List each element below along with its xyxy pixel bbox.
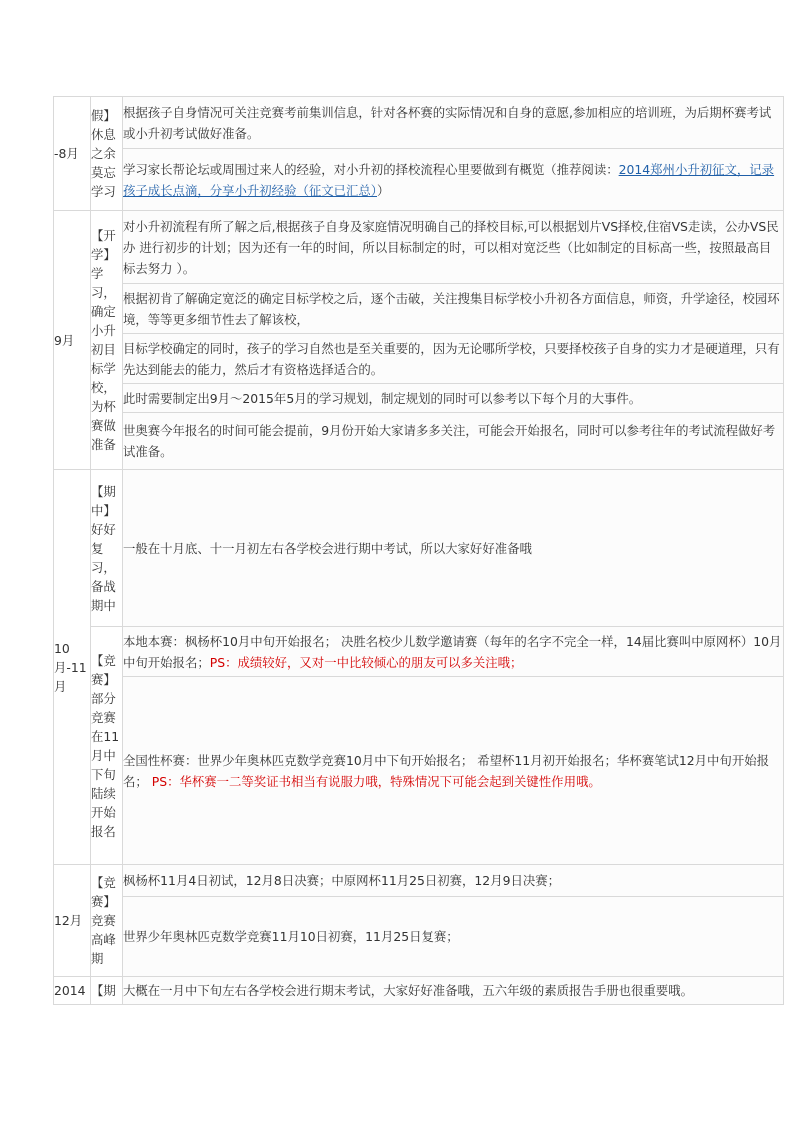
description-cell: 根据初肯了解确定宽泛的确定目标学校之后，逐个击破，关注搜集目标学校小升初各方面信息，师资，升学途径，校园环境，等等更多细节性去了解该校，	[123, 284, 784, 334]
description-text: 本地本赛：枫杨杯10月中旬开始报名； 决胜名校少儿数学邀请赛（每年的名字不完全一样，14届比赛叫中原网杯）10月中旬开始报名；	[123, 633, 782, 670]
table-row	[54, 677, 784, 865]
description-cell: 世奥赛今年报名的时间可能会提前，9月份开始大家请多多关注，可能会开始报名，同时可以参考往年的考试流程做好考试准备。	[123, 413, 784, 470]
description-cell: 一般在十月底、十一月初左右各学校会进行期中考试，所以大家好好准备哦	[123, 470, 784, 627]
table-row	[54, 977, 784, 1005]
month-cell: -8月	[54, 97, 91, 211]
table-row	[54, 284, 784, 334]
table-row	[54, 384, 784, 413]
highlight-note: PS：成绩较好，又对一中比较倾心的朋友可以多关注哦；	[209, 654, 523, 670]
description-cell	[123, 677, 784, 865]
stage-cell: 假】休息之余莫忘学习	[91, 97, 123, 211]
schedule-table	[53, 96, 784, 1005]
month-cell: 2014	[54, 977, 91, 1005]
month-cell: 9月	[54, 211, 91, 470]
description-cell: 枫杨杯11月4日初试，12月8日决赛；中原网杯11月25日初赛，12月9日决赛；	[123, 865, 784, 897]
description-cell: 世界少年奥林匹克数学竞赛11月10日初赛，11月25日复赛；	[123, 897, 784, 977]
table-row	[54, 149, 784, 211]
stage-cell: 【竞赛】竞赛高峰期	[91, 865, 123, 977]
stage-cell: 【期	[91, 977, 123, 1005]
table-row	[54, 334, 784, 384]
month-cell: 12月	[54, 865, 91, 977]
description-text: 全国性杯赛：世界少年奥林匹克数学竞赛10月中下旬开始报名； 希望杯11月初开始报名；华杯赛笔试12月中旬开始报名；	[123, 752, 769, 789]
table-row	[54, 97, 784, 149]
description-text: ）	[377, 182, 390, 198]
description-cell	[123, 149, 784, 211]
stage-cell: 【期中】好好复习，备战期中	[91, 470, 123, 627]
table-row	[54, 470, 784, 627]
stage-cell: 【开学】学习，确定小升初目标学校，为杯赛做准备	[91, 211, 123, 470]
description-text: 学习家长帮论坛或周围过来人的经验，对小升初的择校流程心里要做到有概览（推荐阅读：	[123, 161, 619, 177]
stage-cell: 【竞赛】部分竞赛在11月中下旬陆续开始报名	[91, 627, 123, 865]
table-row	[54, 865, 784, 897]
description-cell	[123, 627, 784, 677]
month-cell: 10月-11月	[54, 470, 91, 865]
description-cell: 对小升初流程有所了解之后,根据孩子自身及家庭情况明确自己的择校目标,可以根据划片VS择校,住宿VS走读，公办VS民办 进行初步的计划；因为还有一年的时间，所以目标制定的时，可以相对宽泛些（比如制定的目标高一些，按照最高目标去努力 ）。	[123, 211, 784, 284]
table-row	[54, 413, 784, 470]
table-row	[54, 627, 784, 677]
recommended-reading-link[interactable]: 2014郑州小升初征文，记录孩子成长点滴，分享小升初经验（征文已汇总）	[123, 161, 775, 198]
description-cell: 此时需要制定出9月～2015年5月的学习规划，制定规划的同时可以参考以下每个月的大事件。	[123, 384, 784, 413]
description-cell: 根据孩子自身情况可关注竞赛考前集训信息，针对各杯赛的实际情况和自身的意愿,参加相应的培训班，为后期杯赛考试或小升初考试做好准备。	[123, 97, 784, 149]
description-cell: 目标学校确定的同时，孩子的学习自然也是至关重要的，因为无论哪所学校，只要择校孩子自身的实力才是硬道理，只有先达到能去的能力，然后才有资格选择适合的。	[123, 334, 784, 384]
table-row	[54, 211, 784, 284]
highlight-note: PS：华杯赛一二等奖证书相当有说服力哦，特殊情况下可能会起到关键性作用哦。	[151, 773, 601, 789]
description-cell: 大概在一月中下旬左右各学校会进行期末考试，大家好好准备哦，五六年级的素质报告手册也很重要哦。	[123, 977, 784, 1005]
table-row	[54, 897, 784, 977]
